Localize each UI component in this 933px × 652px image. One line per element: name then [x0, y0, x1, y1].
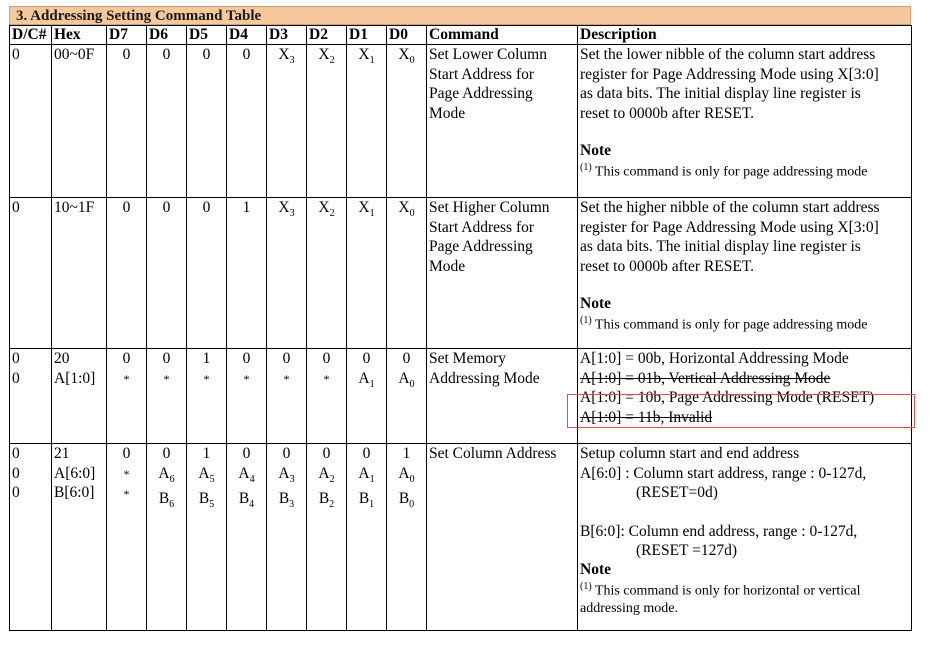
bit-value: $X_3$	[278, 46, 295, 67]
bit-value: 0	[122, 350, 131, 367]
spacer	[580, 503, 909, 522]
command-line: Start Address for	[429, 65, 535, 83]
dc-cell	[10, 198, 52, 349]
bit-value: *	[163, 371, 170, 386]
bit-cell-d0	[387, 45, 427, 198]
bit-value: 0	[282, 445, 291, 462]
bit-cell-d7	[107, 349, 147, 444]
hex-cell	[52, 349, 107, 444]
hex-cell	[52, 198, 107, 349]
bit-value: $X_2$	[318, 46, 335, 67]
header-description: Description	[578, 26, 912, 45]
bit-value: *	[283, 371, 290, 386]
bit-cell-d4	[227, 444, 267, 631]
command-line: Set Higher Column	[429, 199, 550, 216]
bit-value: 0	[242, 46, 251, 63]
bit-value: 1	[242, 199, 251, 216]
bit-value: 0	[362, 350, 371, 367]
hex-cell	[52, 45, 107, 198]
hex-value: B[6:0]	[54, 484, 95, 501]
bit-value: *	[123, 466, 130, 481]
bit-cell-d5	[187, 198, 227, 349]
command-cell	[427, 198, 578, 349]
dc-cell	[10, 444, 52, 631]
note-content: This command is only for horizontal or vertical	[591, 583, 861, 599]
bit-value: 0	[202, 199, 211, 216]
header-d2: D2	[307, 26, 347, 45]
command-cell	[427, 444, 578, 631]
hex-value: 10~1F	[54, 199, 95, 216]
bit-cell-d2	[307, 198, 347, 349]
note-title: Note	[580, 295, 611, 312]
hex-value: A[6:0]	[54, 464, 96, 482]
bit-cell-d3	[267, 349, 307, 444]
bit-value: *	[243, 371, 250, 386]
description-line: Set the lower nibble of the column start address	[580, 46, 876, 63]
table-title: 3. Addressing Setting Command Table	[9, 6, 911, 25]
bit-cell-d7	[107, 198, 147, 349]
table-row	[10, 198, 912, 349]
bit-cell-d4	[227, 198, 267, 349]
note-title: Note	[580, 142, 611, 159]
start-address-line: A[6:0] : Column start address, range : 0-127d,	[580, 464, 867, 482]
hex-value: A[1:0]	[54, 369, 96, 387]
bit-value: $A_2$	[318, 464, 335, 485]
command-line: Set Lower Column	[429, 46, 547, 63]
table-row	[10, 444, 912, 631]
bit-value: *	[123, 371, 130, 386]
bit-value: *	[123, 487, 130, 501]
description-line: as data bits. The initial display line register is	[580, 238, 861, 255]
bit-cell-d3	[267, 444, 307, 631]
bit-value: $B_2$	[318, 490, 335, 511]
bit-value: $B_3$	[278, 490, 295, 511]
command-cell	[427, 45, 578, 198]
hex-value: 21	[54, 445, 70, 462]
bit-value: 1	[202, 445, 211, 462]
dc-cell	[10, 349, 52, 444]
hex-cell	[52, 444, 107, 631]
bit-cell-d4	[227, 349, 267, 444]
note-text	[580, 578, 909, 601]
bit-value: 0	[202, 46, 211, 63]
bit-value: $A_3$	[278, 464, 295, 485]
bit-cell-d1	[347, 349, 387, 444]
bit-value: $B_6$	[158, 490, 175, 511]
description-line: register for Page Addressing Mode using X[3:0]	[580, 65, 879, 83]
bit-value: 0	[322, 445, 331, 462]
bit-value: $A_1$	[358, 464, 375, 485]
note-text	[580, 159, 909, 182]
header-hex: Hex	[52, 26, 107, 45]
bit-cell-d5	[187, 444, 227, 631]
bit-value: $X_3$	[278, 199, 295, 220]
note-text	[580, 600, 909, 618]
bit-value: 0	[122, 199, 131, 216]
header-d6: D6	[147, 26, 187, 45]
bit-value: 0	[242, 350, 251, 367]
description-line: reset to 0000b after RESET.	[580, 257, 755, 275]
description-line: reset to 0000b after RESET.	[580, 104, 755, 122]
dc-value: 0	[12, 484, 20, 501]
bit-value: 0	[122, 46, 131, 63]
bit-value: $A_6$	[158, 464, 175, 485]
bit-value: $B_0$	[398, 490, 415, 511]
bit-value: $B_4$	[238, 490, 255, 511]
note-title: Note	[580, 560, 611, 578]
command-line: Page Addressing	[429, 238, 533, 255]
bit-value: $B_1$	[358, 490, 375, 511]
description-cell	[578, 349, 912, 444]
bit-value: 0	[242, 445, 251, 462]
command-line: Mode	[429, 257, 466, 275]
header-d3: D3	[267, 26, 307, 45]
bit-value: 1	[402, 445, 411, 462]
end-reset: (RESET =127d)	[636, 542, 738, 559]
command-line: Set Memory	[429, 350, 507, 367]
dc-cell	[10, 45, 52, 198]
description-line: A[1:0] = 01b, Vertical Addressing Mode	[580, 369, 831, 387]
header-d1: D1	[347, 26, 387, 45]
hex-value: 20	[54, 350, 70, 367]
bit-cell-d2	[307, 349, 347, 444]
table-row	[10, 349, 912, 444]
bit-cell-d0	[387, 198, 427, 349]
dc-value: 0	[12, 369, 20, 387]
bit-cell-d1	[347, 444, 387, 631]
bit-value: $A_0$	[398, 369, 415, 390]
bit-value: 0	[322, 350, 331, 367]
start-reset: (RESET=0d)	[636, 484, 718, 501]
command-table-container	[9, 6, 911, 631]
bit-value: 1	[202, 350, 211, 367]
bit-cell-d6	[147, 198, 187, 349]
bit-value: 0	[282, 350, 291, 367]
bit-cell-d3	[267, 45, 307, 198]
bit-value: $A_1$	[358, 369, 375, 390]
header-d7: D7	[107, 26, 147, 45]
bit-cell-d7	[107, 45, 147, 198]
dc-value: 0	[12, 445, 20, 462]
description-line: A[1:0] = 11b, Invalid	[580, 408, 713, 426]
bit-value: $X_1$	[358, 46, 375, 67]
command-line: Start Address for	[429, 218, 535, 236]
note-content: This command is only for page addressing mode	[591, 317, 868, 333]
table-row	[10, 45, 912, 198]
dc-value: 0	[12, 350, 20, 367]
description-cell	[578, 198, 912, 349]
bit-value: 0	[362, 445, 371, 462]
description-line: register for Page Addressing Mode using X[3:0]	[580, 218, 879, 236]
bit-value: 0	[162, 445, 171, 462]
command-line: Page Addressing	[429, 85, 533, 102]
bit-value: *	[203, 371, 210, 386]
bit-value: $B_5$	[198, 490, 215, 511]
bit-cell-d1	[347, 198, 387, 349]
bit-cell-d6	[147, 444, 187, 631]
note-marker: (1)	[580, 315, 592, 326]
bit-value: 0	[162, 199, 171, 216]
dc-value: 0	[12, 199, 20, 216]
bit-value: $X_1$	[358, 199, 375, 220]
bit-value: $A_4$	[238, 464, 255, 485]
description-line: Set the higher nibble of the column start address	[580, 199, 880, 216]
bit-cell-d7	[107, 444, 147, 631]
bit-cell-d2	[307, 444, 347, 631]
description-line: as data bits. The initial display line register is	[580, 85, 861, 102]
bit-cell-d5	[187, 45, 227, 198]
dc-value: 0	[12, 46, 20, 63]
bit-value: $X_0$	[398, 199, 415, 220]
header-command: Command	[427, 26, 578, 45]
bit-cell-d3	[267, 198, 307, 349]
note-content: This command is only for page addressing mode	[591, 164, 868, 180]
bit-cell-d4	[227, 45, 267, 198]
bit-cell-d2	[307, 45, 347, 198]
command-line: Addressing Mode	[429, 369, 540, 387]
bit-value: 0	[122, 445, 131, 462]
bit-cell-d0	[387, 349, 427, 444]
bit-value: $A_0$	[398, 464, 415, 485]
note-marker: (1)	[580, 162, 592, 173]
bit-value: $X_0$	[398, 46, 415, 67]
header-d5: D5	[187, 26, 227, 45]
bit-value: 0	[162, 350, 171, 367]
dc-value: 0	[12, 464, 20, 482]
description-line: Setup column start and end address	[580, 445, 800, 462]
bit-cell-d6	[147, 45, 187, 198]
note-content: addressing mode.	[580, 601, 678, 617]
description-cell	[578, 45, 912, 198]
bit-cell-d0	[387, 444, 427, 631]
bit-cell-d6	[147, 349, 187, 444]
note-marker: (1)	[580, 580, 592, 592]
bit-value: $X_2$	[318, 199, 335, 220]
description-cell	[578, 444, 912, 631]
note-text	[580, 312, 909, 335]
header-d0: D0	[387, 26, 427, 45]
addressing-command-table	[9, 25, 912, 631]
header-row	[10, 26, 912, 45]
header-d4: D4	[227, 26, 267, 45]
command-cell	[427, 349, 578, 444]
end-address-line: B[6:0]: Column end address, range : 0-127d,	[580, 522, 858, 540]
bit-value: *	[323, 371, 330, 386]
hex-value: 00~0F	[54, 46, 95, 63]
description-line: A[1:0] = 00b, Horizontal Addressing Mode	[580, 350, 849, 367]
description-line: A[1:0] = 10b, Page Addressing Mode (RESET)	[580, 389, 875, 406]
bit-value: $A_5$	[198, 464, 215, 485]
bit-value: 0	[162, 46, 171, 63]
header-dc: D/C#	[10, 26, 52, 45]
bit-value: 0	[402, 350, 411, 367]
command-line: Mode	[429, 104, 466, 122]
bit-cell-d5	[187, 349, 227, 444]
bit-cell-d1	[347, 45, 387, 198]
command-line: Set Column Address	[429, 445, 557, 462]
